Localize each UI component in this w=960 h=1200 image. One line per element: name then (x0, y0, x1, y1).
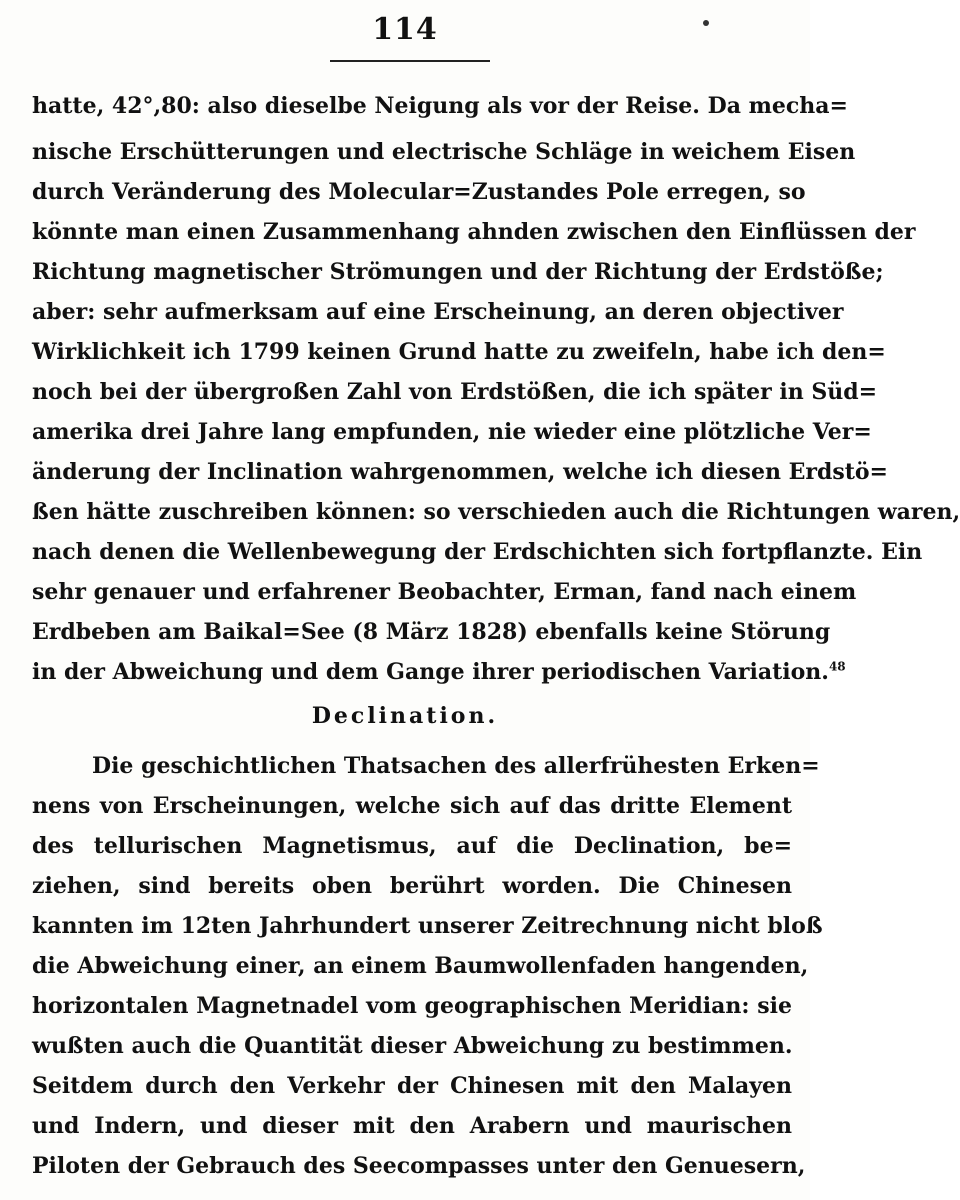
page-number: 114 (372, 12, 438, 47)
text-line: Piloten der Gebrauch des Seecompasses unter den Genuesern, (32, 1153, 806, 1179)
text-line: sehr genauer und erfahrener Beobachter, Erman, fand nach einem (32, 579, 857, 605)
text-line: kannten im 12ten Jahrhundert unserer Zeitrechnung nicht bloß (32, 913, 823, 939)
text-line: Richtung magnetischer Strömungen und der Richtung der Erdstöße; (32, 259, 884, 285)
text-line: des tellurischen Magnetismus, auf die Declination, be= (32, 833, 792, 859)
text-line: Seitdem durch den Verkehr der Chinesen mit den Malayen (32, 1073, 792, 1099)
text-line-indented: Die geschichtlichen Thatsachen des allerfrühesten Erken= (92, 753, 820, 779)
text-line: könnte man einen Zusammenhang ahnden zwischen den Einflüssen der (32, 219, 916, 245)
text-line (32, 652, 846, 692)
text-line: nische Erschütterungen und electrische Schläge in weichem Eisen (32, 139, 856, 165)
text-line: und Indern, und dieser mit den Arabern und maurischen (32, 1113, 792, 1139)
text-line: ßen hätte zuschreiben können: so verschieden auch die Richtungen waren, (32, 499, 960, 525)
text-line: amerika drei Jahre lang empfunden, nie wieder eine plötzliche Ver= (32, 419, 872, 445)
text-line: Wirklichkeit ich 1799 keinen Grund hatte zu zweifeln, habe ich den= (32, 339, 886, 365)
text-line: nens von Erscheinungen, welche sich auf das dritte Element (32, 793, 792, 819)
text-line: hatte, 42°,80: also dieselbe Neigung als vor der Reise. Da mecha= (32, 93, 848, 119)
text-line: ziehen, sind bereits oben berührt worden. Die Chinesen (32, 873, 792, 899)
text-line: die Abweichung einer, an einem Baumwollenfaden hangenden, (32, 953, 809, 979)
text-line: durch Veränderung des Molecular=Zustandes Pole erregen, so (32, 179, 806, 205)
text-line: wußten auch die Quantität dieser Abweichung zu bestimmen. (32, 1033, 793, 1059)
text-line: nach denen die Wellenbewegung der Erdschichten sich fortpflanzte. Ein (32, 539, 923, 565)
footnote-marker: 48 (828, 659, 846, 674)
text-line: horizontalen Magnetnadel vom geographischen Meridian: sie (32, 993, 792, 1019)
text-line-content: in der Abweichung und dem Gange ihrer periodischen Variation. (32, 659, 829, 685)
text-line: änderung der Inclination wahrgenommen, welche ich diesen Erdstö= (32, 459, 888, 485)
text-line: Erdbeben am Baikal=See (8 März 1828) ebenfalls keine Störung (32, 619, 831, 645)
section-heading: Declination. (311, 703, 499, 729)
text-line: noch bei der übergroßen Zahl von Erdstößen, die ich später in Süd= (32, 379, 878, 405)
text-line: aber: sehr aufmerksam auf eine Erscheinung, an deren objectiver (32, 299, 844, 325)
